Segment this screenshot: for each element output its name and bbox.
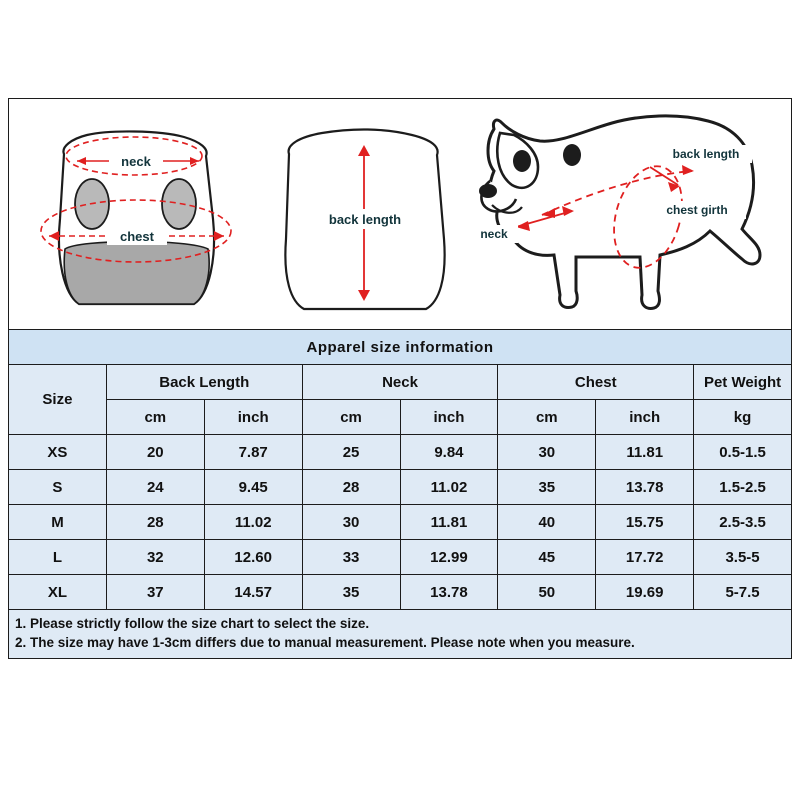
unit-back-length-inch: inch — [204, 400, 302, 435]
unit-neck-cm: cm — [302, 400, 400, 435]
cell-back-length-inch: 14.57 — [204, 575, 302, 610]
cell-chest-inch: 19.69 — [596, 575, 694, 610]
header-size: Size — [9, 365, 107, 435]
header-pet-weight: Pet Weight — [694, 365, 792, 400]
header-neck: Neck — [302, 365, 498, 400]
notes-block — [8, 610, 792, 659]
cell-chest-cm: 45 — [498, 540, 596, 575]
table-unit-row — [9, 400, 792, 435]
cell-size: S — [9, 470, 107, 505]
cell-neck-cm: 25 — [302, 435, 400, 470]
table-row — [9, 505, 792, 540]
cell-neck-inch: 13.78 — [400, 575, 498, 610]
front-view-diagram — [9, 99, 264, 329]
cell-weight: 2.5-3.5 — [694, 505, 792, 540]
cell-back-length-cm: 37 — [106, 575, 204, 610]
dog-neck-label: neck — [480, 227, 508, 241]
dog-back-length-label: back length — [672, 147, 740, 161]
diagram-strip — [8, 98, 792, 329]
cell-chest-inch: 15.75 — [596, 505, 694, 540]
unit-neck-inch: inch — [400, 400, 498, 435]
cell-chest-inch: 17.72 — [596, 540, 694, 575]
cell-back-length-inch: 11.02 — [204, 505, 302, 540]
cell-size: XL — [9, 575, 107, 610]
dog-chest-girth-label: chest girth — [666, 203, 728, 217]
table-row — [9, 470, 792, 505]
cell-neck-inch: 9.84 — [400, 435, 498, 470]
note-line-1: 1. Please strictly follow the size chart to select the size. — [15, 616, 370, 631]
cell-back-length-cm: 24 — [106, 470, 204, 505]
cell-weight: 5-7.5 — [694, 575, 792, 610]
cell-weight: 1.5-2.5 — [694, 470, 792, 505]
cell-back-length-cm: 28 — [106, 505, 204, 540]
cell-neck-cm: 28 — [302, 470, 400, 505]
neck-label: neck — [121, 154, 151, 169]
cell-weight: 3.5-5 — [694, 540, 792, 575]
table-title-row — [9, 330, 792, 365]
cell-size: M — [9, 505, 107, 540]
garment-bottom-panel — [64, 242, 209, 305]
table-row — [9, 435, 792, 470]
unit-back-length-cm: cm — [106, 400, 204, 435]
cell-back-length-inch: 7.87 — [204, 435, 302, 470]
cell-size: L — [9, 540, 107, 575]
back-length-label: back length — [328, 212, 402, 227]
cell-chest-inch: 11.81 — [596, 435, 694, 470]
table-title: Apparel size information — [9, 330, 792, 365]
cell-size: XS — [9, 435, 107, 470]
back-view-diagram — [264, 99, 464, 329]
chest-arrow-right — [214, 231, 224, 241]
dog-nose — [479, 184, 497, 198]
cell-chest-cm: 30 — [498, 435, 596, 470]
table-group-header-row — [9, 365, 792, 400]
size-table — [8, 329, 792, 610]
leg-hole-right — [162, 179, 196, 229]
table-row — [9, 575, 792, 610]
dog-eye-right — [563, 144, 581, 166]
cell-back-length-inch: 12.60 — [204, 540, 302, 575]
dog-eye-left — [513, 150, 531, 172]
header-back-length: Back Length — [106, 365, 302, 400]
cell-chest-cm: 50 — [498, 575, 596, 610]
cell-weight: 0.5-1.5 — [694, 435, 792, 470]
chest-label: chest — [120, 229, 154, 244]
cell-chest-cm: 35 — [498, 470, 596, 505]
chart-content — [8, 98, 792, 659]
cell-neck-cm: 30 — [302, 505, 400, 540]
cell-neck-inch: 11.02 — [400, 470, 498, 505]
cell-back-length-inch: 9.45 — [204, 470, 302, 505]
header-chest: Chest — [498, 365, 694, 400]
cell-neck-inch: 12.99 — [400, 540, 498, 575]
unit-chest-cm: cm — [498, 400, 596, 435]
cell-chest-cm: 40 — [498, 505, 596, 540]
cell-chest-inch: 13.78 — [596, 470, 694, 505]
cell-neck-cm: 35 — [302, 575, 400, 610]
chest-arrow-left — [49, 231, 59, 241]
unit-chest-inch: inch — [596, 400, 694, 435]
dog-view-diagram — [464, 99, 792, 329]
unit-weight-kg: kg — [694, 400, 792, 435]
note-line-2: 2. The size may have 1-3cm differs due to manual measurement. Please note when you measure. — [15, 635, 635, 650]
cell-neck-inch: 11.81 — [400, 505, 498, 540]
cell-back-length-cm: 32 — [106, 540, 204, 575]
cell-back-length-cm: 20 — [106, 435, 204, 470]
table-row — [9, 540, 792, 575]
cell-neck-cm: 33 — [302, 540, 400, 575]
